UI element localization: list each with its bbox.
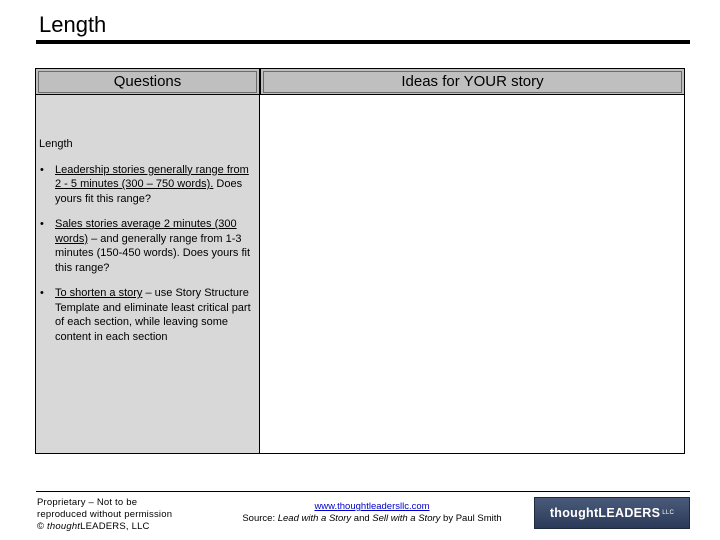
copyright-line: [37, 521, 207, 533]
bullet-item: [39, 217, 255, 275]
ideas-column[interactable]: [260, 69, 684, 453]
proprietary-line: Proprietary – Not to be: [37, 497, 138, 508]
bullet-icon: •: [40, 218, 44, 230]
book-title: Sell with a Story: [372, 513, 441, 524]
bullet-underlined-text: Leadership stories generally range from 2 - 5 minutes (300 – 750 words).: [55, 163, 249, 190]
thoughtleaders-logo: [534, 497, 690, 529]
questions-column: [36, 69, 260, 453]
bullet-icon: •: [40, 163, 44, 176]
website-link[interactable]: www.thoughtleadersllc.com: [314, 501, 430, 512]
proprietary-notice: [37, 497, 207, 533]
footer-rule: [36, 491, 690, 492]
source-credit: [222, 501, 522, 525]
copyright-rest: LEADERS, LLC: [80, 521, 150, 532]
proprietary-line: reproduced without permission: [37, 509, 173, 520]
source-line: [222, 513, 522, 525]
bullet-text: Does yours fit this range?: [55, 178, 243, 205]
questions-table: [35, 68, 685, 454]
questions-header-label: Questions: [113, 73, 182, 90]
bullet-text: – and generally range from 1-3 minutes (150-450 words). Does yours fit this range?: [55, 232, 251, 274]
bullet-icon: •: [40, 287, 44, 299]
section-label: Length: [39, 138, 73, 150]
book-title: Lead with a Story: [277, 513, 352, 524]
title-rule: [36, 40, 690, 44]
questions-body: [39, 137, 255, 355]
bullet-underlined-text: Sales stories average 2 minutes (300 words): [55, 218, 237, 245]
logo-llc: LLC: [662, 510, 675, 516]
logo-leaders: LEADERS: [598, 506, 661, 520]
bullet-text: – use Story Structure Template and eliminate least critical part of each section, while leaving some content in each section: [55, 287, 251, 343]
bullet-underlined-text: To shorten a story: [55, 287, 143, 299]
questions-header: [36, 69, 259, 95]
bullet-item: [39, 286, 255, 344]
logo-thought: thought: [549, 506, 599, 520]
bullet-item: [39, 163, 255, 207]
ideas-header: [260, 69, 684, 95]
copyright-brand: thought: [47, 521, 81, 532]
source-and: and: [351, 513, 373, 524]
ideas-header-label: Ideas for YOUR story: [401, 73, 544, 90]
source-suffix: by Paul Smith: [440, 513, 502, 524]
source-prefix: Source:: [242, 513, 278, 524]
copyright-symbol: ©: [37, 521, 45, 532]
slide-title: Length: [39, 12, 107, 37]
